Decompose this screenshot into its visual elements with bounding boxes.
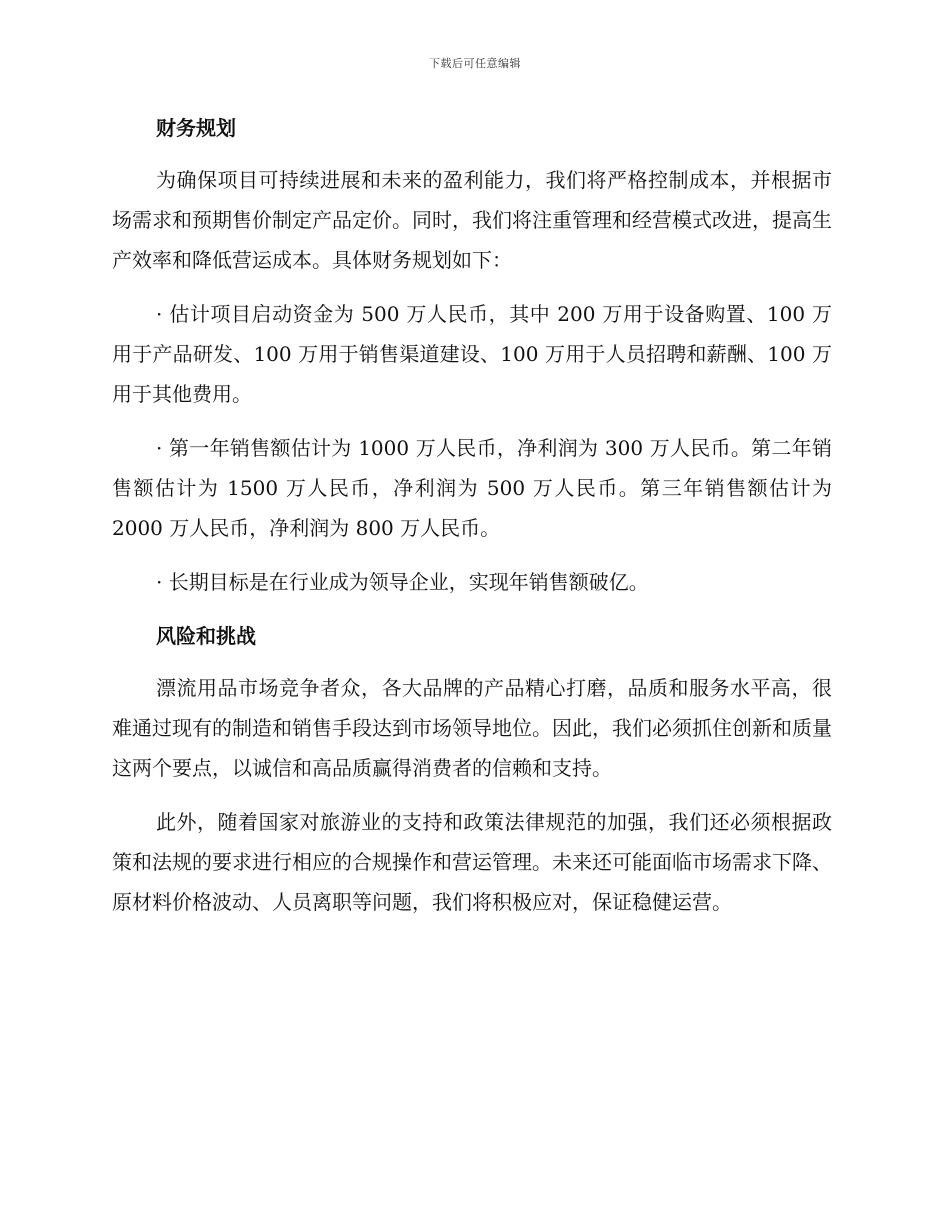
risks-competition-paragraph: 漂流用品市场竞争者众，各大品牌的产品精心打磨，品质和服务水平高，很难通过现有的制造和销售手段达到市场领导地位。因此，我们必须抓住创新和质量这两个要点，以诚信和高品质赢得消费者的信赖和支持。	[112, 676, 832, 780]
finance-bullet-sales-forecast: · 第一年销售额估计为 1000 万人民币，净利润为 300 万人民币。第二年销售额估计为 1500 万人民币，净利润为 500 万人民币。第三年销售额估计为 2000 万人民币，净利润为 800 万人民币。	[112, 436, 832, 540]
finance-bullet-long-term-goal: · 长期目标是在行业成为领导企业，实现年销售额破亿。	[156, 570, 649, 594]
finance-intro-paragraph: 为确保项目可持续进展和未来的盈利能力，我们将严格控制成本，并根据市场需求和预期售价制定产品定价。同时，我们将注重管理和经营模式改进，提高生产效率和降低营运成本。具体财务规划如下：	[112, 168, 832, 272]
finance-bullet-startup-funds: · 估计项目启动资金为 500 万人民币，其中 200 万用于设备购置、100 万用于产品研发、100 万用于销售渠道建设、100 万用于人员招聘和薪酬、100 万用于其他费用。	[112, 302, 832, 406]
risks-policy-paragraph: 此外，随着国家对旅游业的支持和政策法律规范的加强，我们还必须根据政策和法规的要求进行相应的合规操作和营运管理。未来还可能面临市场需求下降、原材料价格波动、人员离职等问题，我们将积极应对，保证稳健运营。	[112, 810, 832, 914]
page-header: 下载后可任意编辑	[429, 57, 521, 70]
section-heading-finance: 财务规划	[156, 116, 236, 140]
section-heading-risks: 风险和挑战	[156, 624, 256, 648]
document-body	[112, 108, 832, 936]
